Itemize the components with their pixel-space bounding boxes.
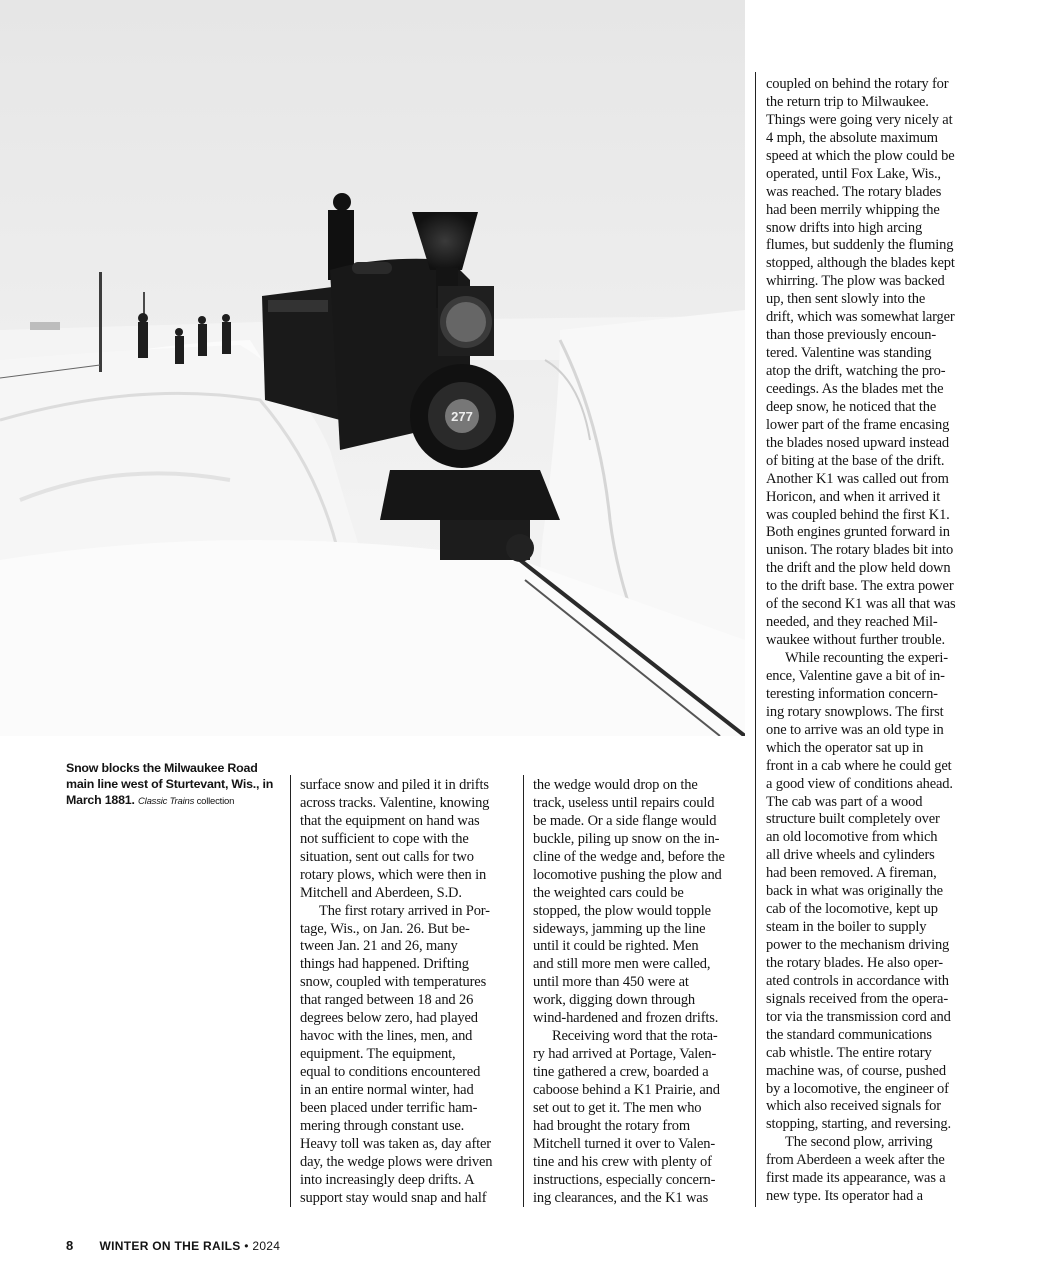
text-line: Horicon, and when it arrived it [766,488,941,505]
text-line: locomotive pushing the plow and [533,866,722,883]
text-line: cab whistle. The entire rotary [766,1044,932,1061]
text-line: ing clearances, and the K1 was [533,1189,709,1206]
text-line: snow, coupled with temperatures [300,974,487,991]
text-line: stopped, the plow would topple [533,902,711,919]
text-line: had been removed. A fireman, [766,865,937,882]
text-line: speed at which the plow could be [766,147,955,164]
text-line: the standard communications [766,1026,932,1043]
text-line: of biting at the base of the drift. [766,452,945,469]
text-line: new type. Its operator had a [766,1188,923,1205]
column-divider [755,72,756,1207]
text-line: cline of the wedge and, before the [533,848,725,865]
text-line: track, useless until repairs could [533,794,715,811]
text-line: by a locomotive, the engineer of [766,1080,949,1097]
text-line: sideways, jamming up the line [533,920,706,937]
text-line: Another K1 was called out from [766,470,949,487]
column-divider [523,775,524,1207]
text-line: ing rotary snowplows. The first [766,703,944,720]
page-footer [66,1238,280,1253]
text-line: tine gathered a crew, boarded a [533,1064,709,1080]
text-line: from Aberdeen a week after the [766,1152,945,1169]
text-line: needed, and they reached Mil- [766,614,938,631]
text-line: buckle, piling up snow on the in- [533,830,720,847]
text-line: first made its appearance, was a [766,1170,946,1187]
text-line: the wedge would drop on the [533,777,698,793]
article-column-1 [300,777,514,1208]
text-line: day, the wedge plows were driven [300,1153,493,1170]
photo-illustration [0,0,745,736]
text-line: caboose behind a K1 Prairie, and [533,1081,720,1098]
text-line: ceedings. As the blades met the [766,380,944,397]
text-line: back in what was originally the [766,883,943,900]
text-line: structure built completely over [766,811,940,828]
text-line: deep snow, he noticed that the [766,398,937,415]
text-line: operated, until Fox Lake, Wis., [766,165,941,182]
text-line: surface snow and piled it in drifts [300,777,489,793]
text-line: all drive wheels and cylinders [766,847,935,864]
text-line: front in a cab where he could get [766,757,952,774]
text-line: machine was, of course, pushed [766,1062,946,1079]
text-line: wind-hardened and frozen drifts. [533,1010,719,1027]
text-line: The second plow, arriving [785,1134,933,1151]
text-line: havoc with the lines, men, and [300,1028,473,1045]
text-line: instructions, especially concern- [533,1171,716,1188]
text-line: ence, Valentine gave a bit of in- [766,667,945,684]
text-line: a good view of conditions ahead. [766,775,953,792]
page-number: 8 [66,1238,74,1253]
text-line: that the equipment on hand was [300,812,480,829]
text-line: stopping, starting, and reversing. [766,1116,951,1133]
text-line: While recounting the experi- [785,650,948,666]
text-line: up, then sent slowly into the [766,291,926,308]
text-line: ry had arrived at Portage, Valen- [533,1046,717,1063]
text-line: coupled on behind the rotary for [766,76,949,92]
text-line: than those previously encoun- [766,327,937,344]
text-line: and still more men were called, [533,956,711,973]
article-column-2 [533,777,747,1208]
text-line: things had happened. Drifting [300,956,469,973]
text-line: the drift and the plow held down [766,560,951,577]
text-line: stopped, although the blades kept [766,255,955,272]
text-line: which the operator sat up in [766,739,924,756]
text-line: until it could be righted. Men [533,938,699,955]
text-line: unison. The rotary blades bit into [766,542,954,559]
footer-separator: • [240,1239,253,1253]
text-line: situation, sent out calls for two [300,848,474,865]
text-line: whirring. The plow was backed [766,273,945,290]
text-line: equipment. The equipment, [300,1046,456,1063]
text-line: teresting information concern- [766,685,938,702]
text-line: be made. Or a side flange would [533,812,717,829]
text-line: had brought the rotary from [533,1117,691,1134]
publication-name: WINTER ON THE RAILS [99,1239,241,1253]
text-line: Heavy toll was taken as, day after [300,1135,491,1152]
text-line: to the drift base. The extra power [766,578,954,595]
photo-caption [66,760,276,810]
text-line: until more than 450 were at [533,974,689,991]
text-line: was reached. The rotary blades [766,183,942,200]
text-line: Mitchell turned it over to Valen- [533,1135,716,1152]
text-line: ated controls in accordance with [766,972,949,989]
text-line: in an entire normal winter, had [300,1081,474,1098]
text-line: atop the drift, watching the pro- [766,363,946,379]
text-line: the blades nosed upward instead [766,434,949,451]
text-line: the return trip to Milwaukee. [766,93,929,110]
text-line: Mitchell and Aberdeen, S.D. [300,884,462,901]
text-line: Both engines grunted forward in [766,524,950,541]
text-line: an old locomotive from which [766,829,938,846]
text-line: not sufficient to cope with the [300,830,469,847]
text-line: the rotary blades. He also oper- [766,954,943,971]
text-line: tine and his crew with plenty of [533,1153,712,1170]
text-line: snow drifts into high arcing [766,219,923,236]
text-line: Receiving word that the rota- [552,1028,718,1045]
text-line: which also received signals for [766,1098,941,1115]
locomotive-number: 277 [451,409,473,424]
text-line: across tracks. Valentine, knowing [300,794,490,811]
text-line: 4 mph, the absolute maximum [766,129,938,146]
text-line: The first rotary arrived in Por- [319,902,490,919]
text-line: tween Jan. 21 and 26, many [300,938,458,955]
text-line: tage, Wis., on Jan. 26. But be- [300,920,470,937]
text-line: degrees below zero, had played [300,1010,478,1027]
text-line: waukee without further trouble. [766,632,945,649]
text-line: mering through constant use. [300,1117,465,1134]
text-line: work, digging down through [533,992,696,1009]
text-line: that ranged between 18 and 26 [300,992,474,1009]
text-line: steam in the boiler to supply [766,919,927,936]
text-line: the weighted cars could be [533,884,684,901]
column-divider [290,775,291,1207]
text-line: tered. Valentine was standing [766,345,932,362]
caption-credit: collection [194,796,235,807]
text-line: was coupled behind the first K1. [766,506,950,523]
text-line: had been merrily whipping the [766,201,940,218]
text-line: been placed under terrific ham- [300,1099,478,1116]
text-line: equal to conditions encountered [300,1064,481,1080]
text-line: support stay would snap and half [300,1189,487,1206]
caption-text: Snow blocks the Milwaukee Road main line west of Sturtevant, Wis., in March 1881. [66,761,274,807]
text-line: into increasingly deep drifts. A [300,1171,475,1188]
text-line: The cab was part of a wood [766,793,923,810]
publication-year: 2024 [252,1239,281,1253]
text-line: signals received from the opera- [766,990,949,1007]
text-line: flumes, but suddenly the fluming [766,237,954,254]
text-line: power to the mechanism driving [766,937,950,953]
text-line: of the second K1 was all that was [766,596,956,613]
article-column-3 [766,76,980,1206]
text-line: set out to get it. The men who [533,1099,702,1116]
text-line: tor via the transmission cord and [766,1008,951,1025]
text-line: drift, which was somewhat larger [766,309,955,326]
text-line: Things were going very nicely at [766,111,953,128]
caption-credit-italic: Classic Trains [138,796,195,807]
text-line: lower part of the frame encasing [766,416,950,433]
text-line: one to arrive was an old type in [766,721,944,738]
text-line: rotary plows, which were then in [300,866,487,883]
photo-snow-train [0,0,745,736]
text-line: cab of the locomotive, kept up [766,901,938,918]
